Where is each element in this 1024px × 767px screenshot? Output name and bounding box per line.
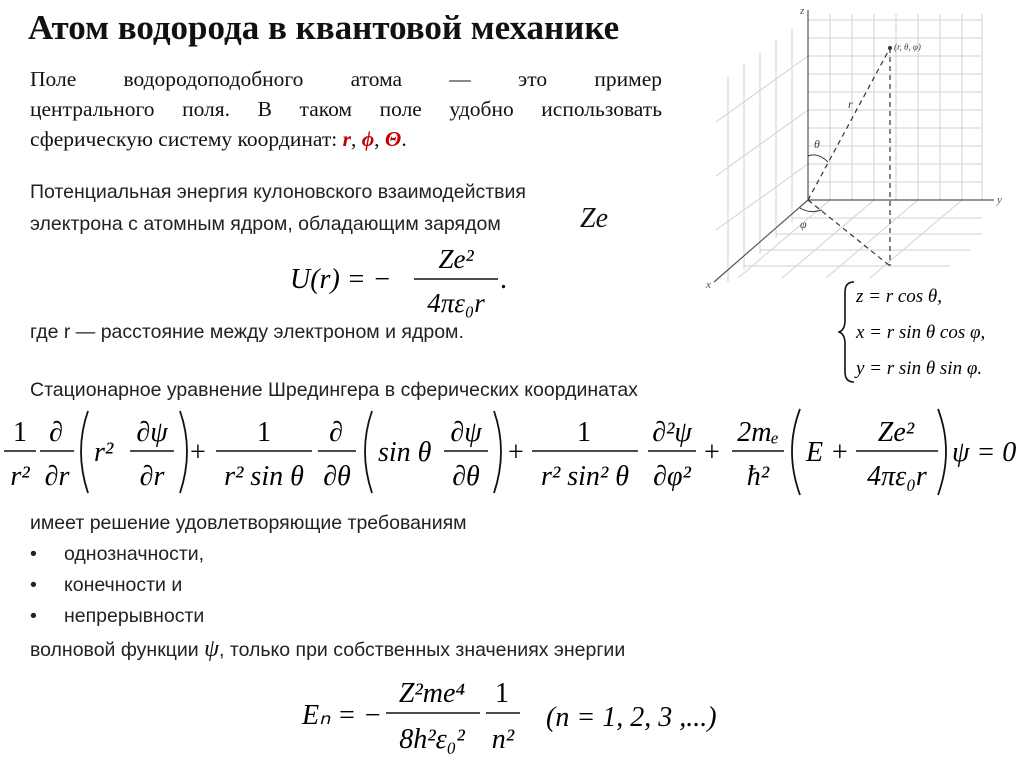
wave-after: , только при собственных значениях энергии — [219, 639, 626, 661]
axis-z-label: z — [800, 5, 805, 17]
t1-op-den: ∂r — [44, 461, 70, 492]
potential-line-2: электрона с атомным ядром, обладающим зарядом — [30, 213, 501, 235]
point-marker — [888, 46, 892, 50]
t2-num: 1 — [257, 417, 271, 448]
t3-op-num: ∂²ψ — [652, 417, 692, 448]
coord-phi: ϕ — [361, 127, 375, 151]
t2-paren-right — [494, 411, 501, 493]
t1-inner-a: r² — [94, 437, 114, 468]
axis-y-label: y — [997, 194, 1002, 206]
t3-den: r² sin² θ — [540, 461, 630, 492]
energy-f2-den: n² — [491, 724, 515, 755]
energy-formula — [290, 668, 750, 764]
plus-1: + — [190, 437, 206, 468]
t4-E: E + — [806, 437, 849, 468]
transform-z: z = r cos θ, — [856, 286, 943, 307]
schrodinger-equation — [0, 405, 1024, 505]
energy-den: 8h²ε₀² — [399, 724, 465, 755]
t2-op-den: ∂θ — [323, 461, 351, 492]
coord-sep-2: , — [374, 127, 385, 151]
intro-paragraph — [30, 64, 662, 154]
coord-r: r — [342, 127, 351, 151]
bullet-text: однозначности, — [64, 543, 205, 565]
bullet-dot: • — [30, 543, 37, 565]
point-label: (r, θ, φ) — [894, 42, 921, 52]
t1-num: 1 — [13, 417, 27, 448]
intro-line-3 — [30, 124, 662, 154]
distance-note: где r — расстояние между электроном и ядром. — [30, 321, 464, 343]
t2-op-num: ∂ — [329, 417, 343, 448]
plus-2: + — [508, 437, 524, 468]
potential-tail: . — [500, 264, 507, 295]
t4-den: ħ² — [746, 461, 770, 492]
intro-line-1: Поле водородоподобного атома — это пример — [30, 67, 662, 91]
coordinate-transform — [838, 278, 1024, 388]
coord-period: . — [401, 127, 407, 151]
t2-inner-a: sin θ — [378, 437, 432, 468]
t1-paren-left — [81, 411, 88, 493]
spherical-coords-diagram — [700, 0, 1024, 300]
t1-inner-num: ∂ψ — [136, 417, 168, 448]
diagram-grid — [716, 14, 982, 282]
potential-formula — [290, 240, 520, 320]
intro-line-2: центрального поля. В таком поле удобно использовать — [30, 97, 662, 121]
psi-symbol: ψ — [204, 636, 220, 662]
coord-sep-1: , — [350, 127, 362, 151]
t2-paren-left — [365, 411, 372, 493]
bullet-dot: • — [30, 605, 37, 627]
r-label: r — [848, 97, 853, 111]
t4-paren-right — [938, 409, 946, 495]
t3-num: 1 — [577, 417, 591, 448]
plus-3: + — [704, 437, 720, 468]
charge-ze: Ze — [580, 203, 608, 234]
t4-inner-num: Ze² — [877, 417, 915, 448]
intro-line-3-text: сферическую систему координат: — [30, 127, 343, 151]
potential-numerator: Ze² — [438, 244, 474, 274]
bullet-text: непрерывности — [64, 605, 205, 627]
t1-inner-den: ∂r — [139, 461, 165, 492]
t1-op-num: ∂ — [49, 417, 63, 448]
theta-arc — [808, 155, 828, 162]
wavefunction-line — [30, 636, 625, 663]
schrodinger-tail: ψ = 0 — [952, 437, 1017, 468]
solution-intro: имеет решение удовлетворяющие требованиям — [30, 512, 467, 534]
bullet-text: конечности и — [64, 574, 183, 596]
wave-before: волновой функции — [30, 639, 199, 661]
transform-x: x = r sin θ cos φ, — [856, 322, 986, 343]
t1-den: r² — [10, 461, 30, 492]
phi-label: φ — [800, 217, 807, 231]
t4-num: 2mₑ — [737, 417, 779, 448]
potential-lhs: U(r) = − — [290, 264, 392, 295]
coord-theta: Θ — [384, 127, 402, 151]
potential-denominator: 4πε₀r — [427, 288, 485, 318]
bullet-item-2 — [30, 574, 330, 598]
potential-line-1: Потенциальная энергия кулоновского взаимодействия — [30, 181, 526, 203]
bullet-item-3 — [30, 605, 330, 629]
energy-num: Z²me⁴ — [398, 678, 466, 709]
t4-inner-den: 4πε₀r — [867, 461, 927, 492]
energy-lhs: Eₙ = − — [302, 700, 383, 731]
energy-f2-num: 1 — [495, 678, 509, 709]
diagram-construction — [808, 48, 890, 266]
energy-range: (n = 1, 2, 3 ,...) — [546, 702, 717, 733]
t3-op-den: ∂φ² — [653, 461, 691, 492]
transform-y: y = r sin θ sin φ. — [856, 358, 983, 379]
t2-inner-den: ∂θ — [452, 461, 480, 492]
theta-label: θ — [814, 137, 820, 151]
transform-brace — [839, 282, 854, 382]
t1-paren-right — [180, 411, 187, 493]
bullet-dot: • — [30, 574, 37, 596]
axis-x-label: x — [706, 279, 711, 291]
radius-vector — [808, 48, 890, 200]
t2-den: r² sin θ — [224, 461, 304, 492]
t2-inner-num: ∂ψ — [450, 417, 482, 448]
t4-paren-left — [792, 409, 800, 495]
page-title: Атом водорода в квантовой механике — [28, 8, 620, 47]
bullet-item-1 — [30, 543, 330, 567]
projection-base — [808, 200, 890, 266]
schrodinger-heading: Стационарное уравнение Шредингера в сферических координатах — [30, 379, 638, 401]
